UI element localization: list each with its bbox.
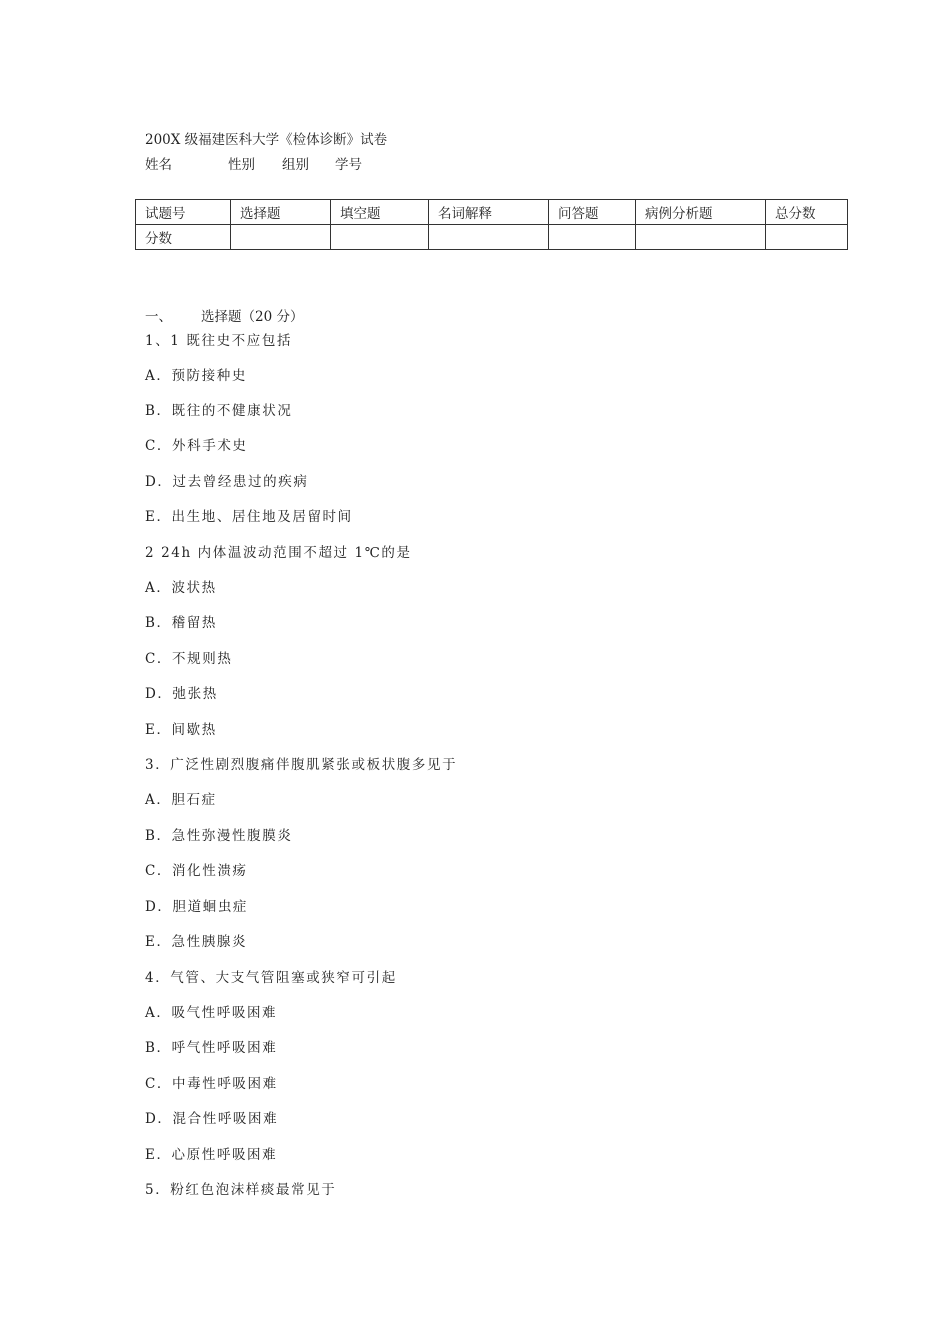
option-line: A．吸气性呼吸困难 [145, 1005, 278, 1021]
section-number: 一、 [145, 309, 172, 325]
col-term-explanation: 名词解释 [429, 200, 549, 225]
option-line: C．外科手术史 [145, 438, 248, 454]
col-case-analysis: 病例分析题 [636, 200, 766, 225]
score-cell [766, 225, 848, 250]
score-cell [231, 225, 331, 250]
option-line: B．稽留热 [145, 615, 217, 631]
col-qa: 问答题 [549, 200, 636, 225]
row-label-score: 分数 [136, 225, 231, 250]
option-line: E．心原性呼吸困难 [145, 1147, 278, 1163]
score-cell [429, 225, 549, 250]
option-line: C．不规则热 [145, 651, 233, 667]
option-line: D．胆道蛔虫症 [145, 899, 249, 915]
section-title: 选择题（20 分） [201, 309, 304, 325]
option-line: B．既往的不健康状况 [145, 403, 293, 419]
option-line: C．中毒性呼吸困难 [145, 1076, 278, 1092]
question-3: 3．广泛性剧烈腹痛伴腹肌紧张或板状腹多见于 [145, 757, 458, 773]
score-table-header-row [136, 200, 848, 225]
option-line: B．呼气性呼吸困难 [145, 1040, 278, 1056]
student-id-label: 学号 [335, 157, 362, 173]
question-1: 1、1 既往史不应包括 [145, 333, 293, 349]
option-line: B．急性弥漫性腹膜炎 [145, 828, 293, 844]
score-cell [636, 225, 766, 250]
student-info-line [145, 153, 362, 173]
col-fill-blank: 填空题 [331, 200, 429, 225]
option-line: E．急性胰腺炎 [145, 934, 248, 950]
col-question-no: 试题号 [136, 200, 231, 225]
option-line: A．胆石症 [145, 792, 217, 808]
score-table-score-row [136, 225, 848, 250]
col-total: 总分数 [766, 200, 848, 225]
question-2: 2 24h 内体温波动范围不超过 1℃的是 [145, 545, 412, 561]
option-line: D．混合性呼吸困难 [145, 1111, 279, 1127]
question-4: 4．气管、大支气管阻塞或狭窄可引起 [145, 970, 397, 986]
score-table [135, 199, 848, 250]
name-label: 姓名 [145, 157, 172, 173]
group-label: 组别 [282, 157, 309, 173]
option-line: E．间歇热 [145, 722, 217, 738]
option-line: D．弛张热 [145, 686, 218, 702]
option-line: E．出生地、居住地及居留时间 [145, 509, 353, 525]
option-line: A．波状热 [145, 580, 217, 596]
section-heading [145, 305, 303, 325]
col-choice: 选择题 [231, 200, 331, 225]
document-title: 200X 级福建医科大学《检体诊断》试卷 [145, 132, 388, 148]
option-line: A．预防接种史 [145, 368, 247, 384]
option-line: D．过去曾经患过的疾病 [145, 474, 309, 490]
option-line: C．消化性溃疡 [145, 863, 248, 879]
gender-label: 性别 [228, 157, 255, 173]
question-5: 5．粉红色泡沫样痰最常见于 [145, 1182, 337, 1198]
score-cell [549, 225, 636, 250]
score-cell [331, 225, 429, 250]
